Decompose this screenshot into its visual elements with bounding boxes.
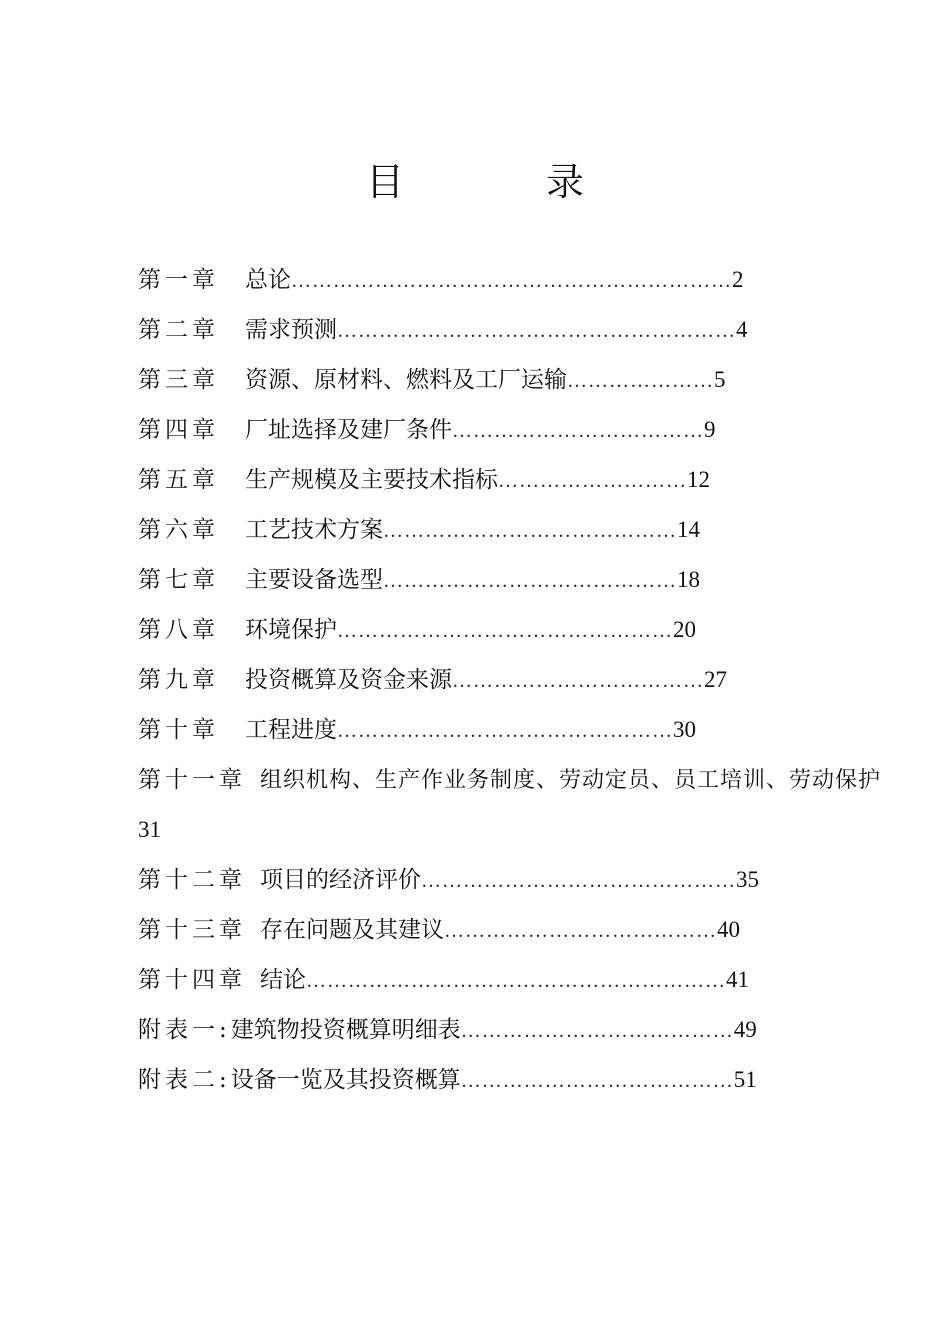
toc-page-number: 12: [687, 467, 710, 492]
toc-chapter: 第六章: [138, 517, 219, 543]
toc-entry[interactable]: [138, 1005, 838, 1055]
toc-page-number: 35: [736, 867, 759, 892]
toc-chapter: 第七章: [138, 567, 219, 593]
toc-title: 厂址选择及建厂条件: [245, 417, 452, 443]
toc-entry[interactable]: [138, 255, 838, 305]
toc-page-number: 2: [732, 267, 744, 292]
toc-title: 主要设备选型: [245, 567, 383, 593]
toc-title: 总论: [245, 267, 291, 293]
toc-title: 设备一览及其投资概算: [230, 1067, 461, 1093]
toc-entry[interactable]: [138, 1055, 838, 1105]
toc-page-number: 20: [673, 617, 696, 642]
toc-entry[interactable]: [138, 705, 838, 755]
toc-chapter: 第十三章: [138, 917, 246, 943]
toc-leader: ………………………………: [452, 420, 704, 442]
toc-title: 建筑物投资概算明细表: [230, 1017, 461, 1043]
toc-entry[interactable]: [138, 905, 838, 955]
toc-entry[interactable]: [138, 405, 838, 455]
toc-title: 组织机构、生产作业务制度、劳动定员、员工培训、劳动保护: [260, 768, 882, 793]
toc-title: 资源、原材料、燃料及工厂运输: [245, 367, 567, 393]
toc-entry-continuation[interactable]: [138, 805, 838, 855]
toc-page-number: 41: [726, 967, 749, 992]
toc-chapter: 第十一章: [138, 767, 246, 793]
toc-appendix: 附表一:: [138, 1017, 231, 1043]
toc-chapter: 第九章: [138, 667, 219, 693]
toc-title: 结论: [260, 967, 306, 993]
toc-leader: ………………………………………………………: [291, 270, 732, 292]
toc-page-number: 27: [704, 667, 727, 692]
toc-leader: …………………: [567, 370, 714, 392]
toc-leader: ……………………………………: [383, 520, 677, 542]
toc-entry[interactable]: [138, 955, 838, 1005]
toc-entry[interactable]: [138, 655, 838, 705]
toc-page-number: 49: [733, 1017, 757, 1042]
toc-entry[interactable]: [138, 555, 838, 605]
toc-entry[interactable]: [138, 455, 838, 505]
toc-leader: ………………………………: [452, 670, 704, 692]
toc-entry[interactable]: [138, 855, 838, 905]
toc-leader: ………………………………………: [421, 870, 736, 892]
toc-title: 生产规模及主要技术指标: [245, 467, 498, 493]
toc-leader: …………………………………………: [337, 720, 673, 742]
toc-appendix: 附表二:: [138, 1067, 231, 1093]
toc-chapter: 第十章: [138, 717, 219, 743]
toc-chapter: 第十四章: [138, 967, 246, 993]
toc-entry[interactable]: [138, 505, 838, 555]
toc-entry-wrapped[interactable]: [138, 755, 882, 805]
toc-leader: …………………………………: [444, 920, 717, 942]
toc-leader: ……………………………………………………: [306, 970, 726, 992]
toc-page-number: 18: [677, 567, 700, 592]
toc-title: 环境保护: [245, 617, 337, 643]
toc-leader: ……………………………………: [383, 570, 677, 592]
page-title: 目 录: [365, 160, 636, 204]
toc-entry[interactable]: [138, 355, 838, 405]
toc-leader: …………………………………………………: [337, 320, 736, 342]
toc-chapter: 第三章: [138, 367, 219, 393]
toc-chapter: 第二章: [138, 317, 219, 343]
toc-page-number: 30: [673, 717, 696, 742]
toc-chapter: 第四章: [138, 417, 219, 443]
toc-title: 工程进度: [245, 717, 337, 743]
toc-leader: …………………………………: [460, 1070, 734, 1092]
toc-chapter: 第十二章: [138, 867, 246, 893]
toc-title: 项目的经济评价: [260, 867, 421, 893]
toc-page-number: 31: [138, 817, 161, 842]
toc-page-number: 5: [714, 367, 726, 392]
toc-title: 投资概算及资金来源: [245, 667, 452, 693]
toc-title: 需求预测: [245, 317, 337, 343]
toc-title: 存在问题及其建议: [260, 917, 444, 943]
toc-chapter: 第五章: [138, 467, 219, 493]
toc-leader: ………………………: [498, 470, 687, 492]
toc-page-number: 9: [704, 417, 716, 442]
toc-leader: …………………………………………: [337, 620, 673, 642]
toc-page-number: 40: [717, 917, 740, 942]
table-of-contents: [138, 255, 882, 1105]
toc-page-number: 14: [677, 517, 700, 542]
toc-chapter: 第八章: [138, 617, 219, 643]
toc-page-number: 4: [736, 317, 748, 342]
toc-entry[interactable]: [138, 305, 838, 355]
toc-title: 工艺技术方案: [245, 517, 383, 543]
toc-leader: …………………………………: [460, 1020, 734, 1042]
toc-chapter: 第一章: [138, 267, 219, 293]
toc-page-number: 51: [733, 1067, 757, 1092]
toc-entry[interactable]: [138, 605, 838, 655]
